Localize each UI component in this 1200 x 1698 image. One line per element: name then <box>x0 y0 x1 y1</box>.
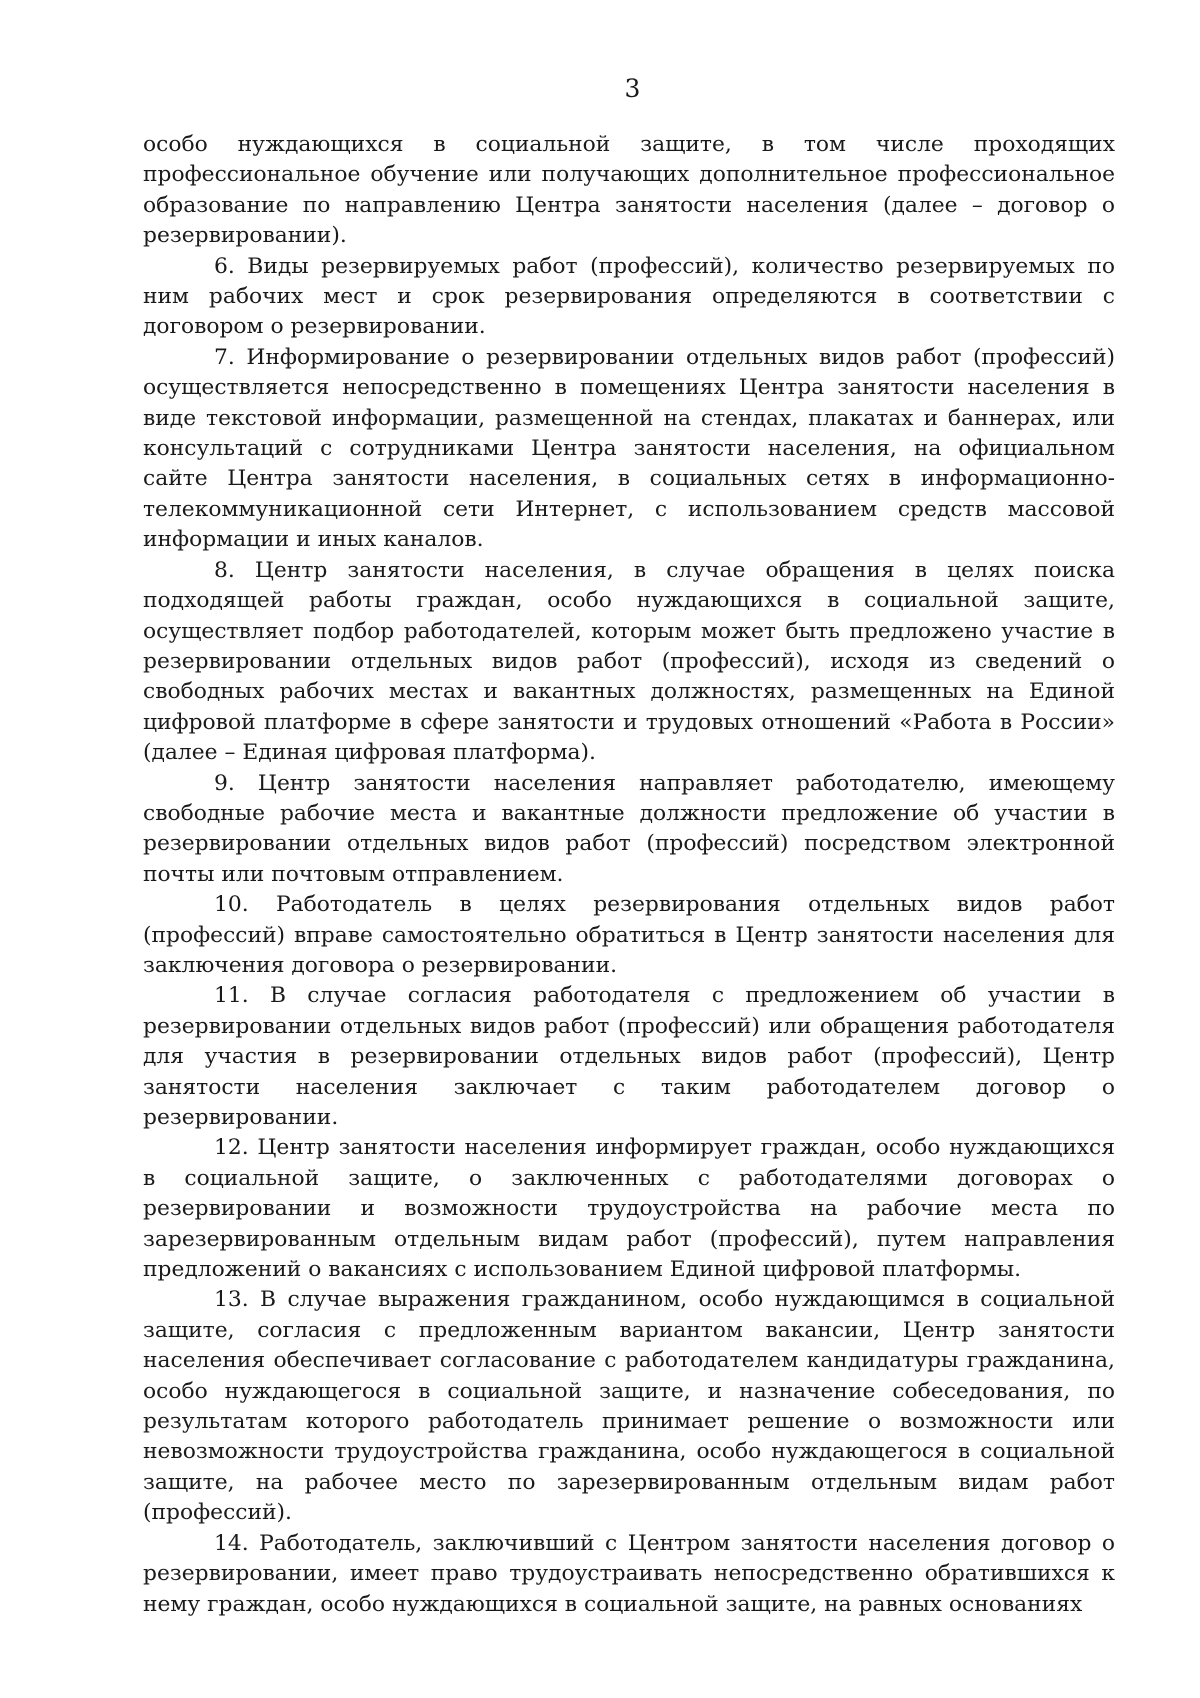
paragraph-10: 10. Работодатель в целях резервирования отдельных видов работ (профессий) вправе самостоятельно обратиться в Центр занятости населения для заключения договора о резервировании. <box>143 892 1115 978</box>
paragraph-9: 9. Центр занятости населения направляет работодателю, имеющему свободные рабочие места и вакантные должности предложение об участии в резервировании отдельных видов работ (профессий) посредством электронной почты или почтовым отправлением. <box>143 770 1115 887</box>
document-body <box>143 130 1115 1620</box>
paragraph-5-continuation: особо нуждающихся в социальной защите, в том числе проходящих профессиональное обучение или получающих дополнительное профессиональное образование по направлению Центра занятости населения (далее – договор о резервировании). <box>143 132 1115 249</box>
paragraph-12: 12. Центр занятости населения информирует граждан, особо нуждающихся в социальной защите, о заключенных с работодателями договорах о резервировании и возможности трудоустройства на рабочие места по зарезервированным отдельным видам работ (профессий), путем направления предложений о вакансиях с использованием Единой цифровой платформы. <box>143 1135 1115 1283</box>
paragraph-13: 13. В случае выражения гражданином, особо нуждающимся в социальной защите, согласия с предложенным вариантом вакансии, Центр занятости населения обеспечивает согласование с работодателем кандидатуры гражданина, особо нуждающегося в социальной защите, и назначение собеседования, по результатам которого работодатель принимает решение о возможности или невозможности трудоустройства гражданина, особо нуждающегося в социальной защите, на рабочее место по зарезервированным отдельным видам работ (профессий). <box>143 1287 1115 1526</box>
paragraph-7: 7. Информирование о резервировании отдельных видов работ (профессий) осуществляется непосредственно в помещениях Центра занятости населения в виде текстовой информации, размещенной на стендах, плакатах и баннерах, или консультаций с сотрудниками Центра занятости населения, на официальном сайте Центра занятости населения, в социальных сетях в информационно-телекоммуникационной сети Интернет, с использованием средств массовой информации и иных каналов. <box>143 344 1115 553</box>
paragraph-14: 14. Работодатель, заключивший с Центром занятости населения договор о резервировании, имеет право трудоустраивать непосредственно обратившихся к нему граждан, особо нуждающихся в социальной защите, на равных основаниях <box>143 1530 1115 1617</box>
page-number: 3 <box>624 74 641 103</box>
paragraph-6: 6. Виды резервируемых работ (профессий), количество резервируемых по ним рабочих мест и срок резервирования определяются в соответствии с договором о резервировании. <box>143 253 1115 340</box>
paragraph-11: 11. В случае согласия работодателя с предложением об участии в резервировании отдельных видов работ (профессий) или обращения работодателя для участия в резервировании отдельных видов работ (профессий), Центр занятости населения заключает с таким работодателем договор о резервировании. <box>143 983 1115 1130</box>
paragraph-8: 8. Центр занятости населения, в случае обращения в целях поиска подходящей работы граждан, особо нуждающихся в социальной защите, осуществляет подбор работодателей, которым может быть предложено участие в резервировании отдельных видов работ (профессий), исходя из сведений о свободных рабочих местах и вакантных должностях, размещенных на Единой цифровой платформе в сфере занятости и трудовых отношений «Работа в России» (далее – Единая цифровая платформа). <box>143 557 1115 766</box>
